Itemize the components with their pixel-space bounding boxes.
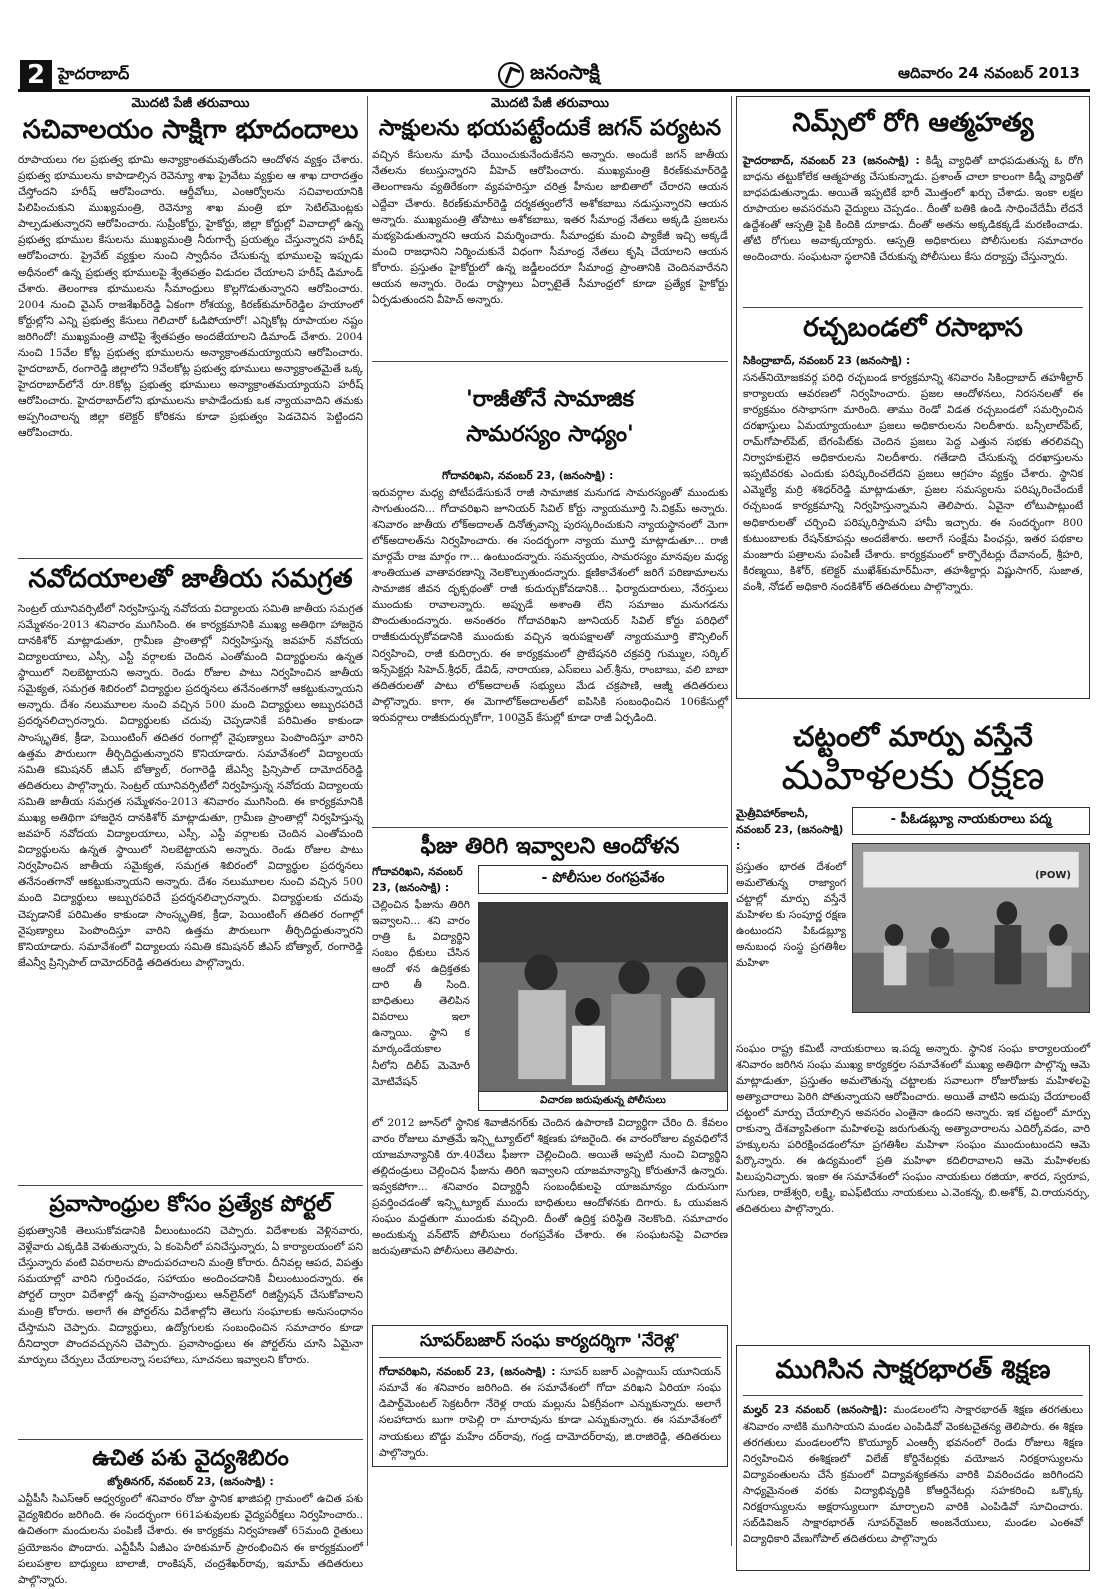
article-subtag: - పోలీసుల రంగప్రవేశం [478, 865, 728, 894]
article-dateline: గోదావరిఖని, నవంబర్ 23, (జనంసాక్షి) : [372, 865, 463, 894]
logo-emblem-icon [498, 62, 524, 88]
article-body: ఇరువర్గాల మధ్య పోటీపడేసుకునే రాజీ సామాజిక మనుగడ సామరస్యంతో ముందుకు సాగుతుందని... గోదావరిఖని జూనియర్ సివిల్ కోర్టు న్యాయమూర్తి సి.విక్రమ్ అన్నారు. శనివారం జాతీయ లోక్‌అదాలత్ దినోత్సవాన్ని పురస్కరించుకుని న్యాయస్థానంలో మెగా లోక్‌అదాలత్‌ను నిర్వహించారు. ఈ సందర్భంగా న్యాయ మూర్తి మాట్లాడుతూ... రాజీ మార్గమే రాజ మార్గం గా... ఉంటుందన్నారు. సమన్వయం, సామరస్యం మానవుల మధ్య శాంతియుత వాతావరణాన్ని నెలకొల్పుతుందన్నారు. క్షణికావేశంలో జరిగే పరిణామాలను సామాజిక జీవన దృక్పథంతో రాజీ కుదుర్చుకోవడానికి... ఫిర్యాదుదారులు, నేరస్తులు ముందుకు రావాలన్నారు. అప్పుడే అశాంతి లేని సమాజం మనుగడను పొందుతుందన్నారు. అనంతరం గోదావరిఖని జూనియర్ సివిల్ కోర్టు పరిధిలో రాజీకుదుర్చుకోవడానికి ముందుకు వచ్చిన ఇరుపక్షాలతో న్యాయమూర్తి కౌన్సిలింగ్ నిర్వహించి, రాజీ కుదిర్చారు. ఈ కార్యక్రమంలో ప్రొబేషనరి చక్రవర్తి గుమ్ముల, సర్కిల్ ఇన్స్‌పెక్టర్లు సిహెచ్.శ్రీధర్, డేవిడ్, నారాయణ, ఎస్ఐలు ఎల్.శ్రీను, రాంబాబు, వలి బాబా తదితరులతో పాటు లోక్‌అదాలత్ సభ్యులు మేడ చక్రపాణి, ఆజ్మీ తదితరులు పాల్గొన్నారు. కాగా, ఈ మెగాలోక్‌అదాలత్‌లో ఐపిసికి సంబంధించిన 106కేసుల్లో ఇరువర్గాలు రాజీకుదుర్చుకోగా, 100వ్రెవ్ కేసుల్లో కూడా రాజీ ఏర్పడింది. [372, 486, 728, 724]
boxed-article [736, 1345, 1090, 1572]
article-headline: రచ్చబండలో రసాభాస [803, 312, 1023, 343]
photo-banner-text: (POW) [1034, 869, 1071, 881]
photo-block [478, 865, 728, 1115]
article-headline: ముగిసిన సాక్షరభారత్ శిక్షణ [775, 1354, 1051, 1385]
column-left [18, 96, 363, 1589]
article-subtag: - పీఓడబ్ల్యూ నాయకురాలు పద్మ [852, 807, 1090, 835]
article-body-with-photo [736, 807, 1090, 1041]
headline-line: చట్టంలో మార్పు వస్తేనే [793, 719, 1033, 753]
photo-caption: విచారణ జరుపుతున్న పోలీసులు [478, 1092, 728, 1111]
police-inquiry-photo [478, 902, 728, 1092]
column-divider [731, 96, 732, 1546]
divider [18, 1185, 363, 1186]
article-dateline: గోదావరిఖని, నవంబర్ 23, (జనంసాక్షి) : [442, 469, 614, 482]
narrow-text-column [736, 807, 846, 1041]
article-body: సనత్‌నియోజకవర్గ పరిధి రచ్చబండ కార్యక్రమాన్ని శనివారం సికింద్రాబాద్ తహశీల్దార్ కార్యాలయ ఆవరణలో నిర్వహించారు. ప్రజల ఆందోళనలు, నిరసనలతో ఈ కార్యక్రమం రసాభాసగా మారింది. తాము రెండో విడత రచ్చబండలో సమర్పించిన దరఖాస్తులు ఏమయ్యాయంటూ ప్రజలు అధికారులను నిలదీశారు. బన్సీలాల్‌పేట్, రామ్‌గోపాల్‌పేట్, బేగంపేట్‌కు చెందిన ప్రజలు పెద్ద ఎత్తున సభకు తరలివచ్చి నిర్వాహకులైన అధికారులను నిలదీశారు. గతేడాది చేసుకున్న దరఖాస్తులను ఇప్పటివరకు ఎందుకు పరిష్కరించలేదని ప్రజలు ఆగ్రహం వ్యక్తం చేశారు. స్థానిక ఎమ్మెల్యే మర్రి శశిధర్‌రెడ్డి మాట్లాడుతూ, ప్రజల సమస్యలను పరిష్కరించేందుకే రచ్చబండ కార్యక్రమాన్ని నిర్వహిస్తున్నామని తెలిపారు. ఏవైనా లోటుపాట్లుంటే అధికారులతో చర్చించి పరిష్కరిస్తామని హామీ ఇచ్చారు. ఈ సందర్భంగా 800 కుటుంబాలకు రేషన్‌కూపన్లు అందజేశారు. అలాగే సంక్షేమ పింఛన్లు, ఇతర పథకాల మంజూరు పత్రాలను పంపిణీ చేశారు. కార్యక్రమంలో కార్పొరేటర్లు దేవానంద్, శ్రీహరి, కిరణ్మయి, కిశోర్, కలెక్టర్ ముఖేశ్‌కుమార్‌మీనా, తహశీల్దార్లు విష్ణుసాగర్, సుజాత, వంశీ, నోడల్ అధికారి నందకిశోర్ తదితరులు పాల్గొన్నారు. [743, 371, 1083, 593]
article-body: చెల్లించిన ఫీజును తిరిగి ఇవ్వాలని... శని వారం రాత్రి ఓ విద్యార్థిని సంబం ధీకులు చేసిన ఆందో ళన ఉద్రిక్తతకు దారి తీ సింది. బాధితులు తెలిపిన వివరాలు ఇలా ఉన్నాయి. స్థాని క మార్కండేయకాల నీలోని దిలీప్ మెమోరీ మోటివేషన్ [372, 898, 470, 1088]
column-middle [372, 96, 728, 1467]
photo-block [852, 807, 1090, 1041]
article-headline [372, 382, 728, 452]
headline-line: సామరస్యం సాధ్యం' [466, 422, 634, 448]
divider [743, 1395, 1083, 1396]
article-headline: నవోదయాలతో జాతీయ సమగ్రత [28, 563, 353, 594]
article-dateline: మైత్రీవిహార్‌కాలనీ, నవంబర్ 23, (జనంసాక్షి) : [736, 807, 844, 852]
narrow-text-column [372, 865, 470, 1115]
article-body: ప్రభుత్వానికి తెలుసుకోవడానికి వీలుంటుందని చెప్పారు. విదేశాలకు వెళ్లినవారు, వెళ్లేవారు ఎక్కడికి వెళుతున్నారు, ఏ కంపెనీలో పనిచేస్తున్నారు, ఏ కార్యాలయంలో పని చేస్తున్నారు వంటి వివరాలను పొందుపరచాలని మంత్రి కోరారు. దీనివల్ల ఆపద, విపత్తు సమయాల్లో వారిని గుర్తించడం, సహాయం అందించడానికి వీలుంటుందన్నారు. ఈ పోర్టల్ ద్వారా విదేశాల్లో ఉన్న ప్రవాసాంధ్రులు ఆన్‌లైన్‌లో రిజిస్ట్రేషన్ చేసుకోవాలని మంత్రి కోరారు. అలాగే ఈ పోర్టల్‌ను విదేశాల్లోని తెలుగు సంఘాలకు అనుసంధానం చేస్తామని చెప్పారు. విద్యార్థులు, ఉద్యోగులకు సంబంధించిన సమాచారం కూడా దీనిద్వారా పొందవచ్చునని చెప్పారు. ప్రవాసాంధ్రులు ఈ పోర్టల్‌ను చూసి ఏమైనా మార్పులు చేర్పులు చేయాలన్నా సలహాలు, సూచనలు ఇవ్వాలని కోరారు. [18, 1225, 363, 1366]
article-headline: నిమ్స్‌లో రోగి ఆత్మహత్య [792, 108, 1034, 138]
article-body-wrapper [743, 153, 1083, 301]
article-body-wrapper [379, 1364, 721, 1460]
article-headline: సాక్షులను భయపట్టేందుకే జగన్ పర్యటన [378, 116, 722, 141]
article-dateline: మల్హర్ 23 నవంబర్ (జనంసాక్షి): [743, 1404, 888, 1417]
boxed-article [736, 96, 1090, 699]
divider [379, 1357, 721, 1358]
column-divider [367, 96, 368, 1546]
newspaper-logo [498, 60, 600, 89]
divider [18, 1439, 363, 1440]
article-body: లో 2012 జూన్‌లో స్థానిక శివాజీనగర్‌కు చెందిన ఉపారాణి విద్యార్థిగా చేరిం ది. కేవలం వారం రోజులు మాత్రమే ఇన్స్టిట్యూట్‌లో శిక్షణకు హాజరైంది. ఈ వారంరోజుల వ్యవధిలోనే యాజమాన్యానికి రూ.40వేలు ఫీజుగా చెల్లించింది. అయితే అప్పటి నుంచి విద్యార్థిని తల్లిదండ్రులు చెల్లించిన ఫీజును తిరిగి ఇవ్వాలని యాజమాన్యాన్ని కోరుతూనే ఉన్నారు. ఇవ్వకపోగా... శనివారం విద్యార్థినీ సంబంధీకులపై యాజమాన్యం దురుసుగా ప్రవర్తించడంతో ఇన్స్టిట్యూట్ ముందు బాధితులు ఆందోళనకు దిగారు. ఓ యువజన సంఘం మద్దతుగా ముందుకు వచ్చింది. దీంతో ఉద్రిక్త పరిస్థితి నెలకొంది. సమాచారం అందుకున్న వన్‌టౌన్ పోలీసులు రంగప్రవేశం చేశారు. ఈ సంఘటనపై విచారణ జరుపుతామని పోలీసులు తెలిపారు. [372, 1116, 728, 1258]
article-headline: సూపర్‌బజార్ సంఘ కార్యదర్శిగా 'నేరెళ్ల' [419, 1330, 681, 1351]
article-body: ఎన్టీపీసీ సిఎస్‌ఆర్ ఆధ్వర్యంలో శనివారం రోజు స్థానిక ఖాజిపల్లి గ్రామంలో ఉచిత పశు వైద్యశిబిరం జరిగింది. ఈ సందర్భంగా 661పశువులకు వైద్యపరీక్షలు నిర్వహించారు.. ఉచితంగా మందులను పంపిణీ చేశారు. ఈ కార్యక్రమ నిర్వహణతో 65మంది రైతులు ప్రయోజనం పొందారు. ఎన్టీపీసీ ఏజీఎం హరికుమార్ ప్రారంభించిన ఈ కార్యక్రమంలో పలుపశ్రాల బాధ్యులు బాలాజీ, రాంకిషన్, చంద్రశేఖర్‌రావు, ఇమామ్ తదితరులు పాల్గొన్నారు. [18, 1493, 363, 1586]
page-number: 2 [20, 60, 52, 90]
article-headline: ఉచిత పశు వైద్యశిబిరం [92, 1446, 289, 1472]
article-dateline: సికింద్రాబాద్, నవంబర్ 23 (జనంసాక్షి) : [743, 354, 911, 367]
article-kicker: మొదటి పేజీ తరువాయి [491, 96, 609, 111]
article-body: ప్రస్తుతం భారత దేశంలో అమలౌతున్న రాజ్యాంగ చట్టాల్లో మార్పు వస్తేనే మహిళల కు సంపూర్ణ రక్షణ ఉంటుందని పిఓడబ్ల్యూ అనుబంధ సంస్థ ప్రగతిశీల మహిళా [736, 860, 846, 970]
city-label: హైదరాబాద్ [58, 64, 130, 83]
article-dateline: జ్యోతినగర్, నవంబర్ 23, (జనంసాక్షి) : [107, 1476, 274, 1489]
headline-line: మహిళలకు రక్షణ [781, 752, 1045, 799]
divider [743, 307, 1083, 308]
article-body: రూపాయలు గల ప్రభుత్వ భూమి అన్యాక్రాంతమవుతోందని ఆందోళన వ్యక్తం చేశారు. ప్రభుత్వ భూములను కాపాడాల్సిన రెవెన్యూ శాఖ ప్రైవేటు వ్యక్తుల ఆ శాఖ దారాదత్తం చేస్తోందని హరీష్ ఆరోపించారు. ఆర్డీవోలు, ఎంఆర్వోలను సచివాలయానికి పిలిపించుకుని ముఖ్యమంత్రి, రెవెన్యూ శాఖ మంత్రి భూ సెటిల్‌మెంట్లకు పాల్పడుతున్నారని ఆరోపించారు. సుప్రీంకోర్టు, హైకోర్టు, జిల్లా కోర్టుల్లో వివాదాల్లో ఉన్న ప్రభుత్వ భూముల కేసులను ముఖ్యమంత్రి నీరుగార్చే ప్రయత్నం చేస్తున్నారని హరీష్ ఆరోపించారు. ప్రైవేట్ వ్యక్తుల నుంచి స్వాధీనం చేసుకున్న భూములపై ఇప్పుడు అధీనంలో ఉన్న ప్రభుత్వ భూములపై శ్వేతపత్రం విడుదల చేయాలని హరీష్ డిమాండ్ చేశారు. తెలంగాణ భూములను సీమాంధ్రులు కొల్లగొడుతున్నారని ఆరోపించారు. 2004 నుంచి వైఎస్ రాజశేఖర్‌రెడ్డి ఏకంగా రోశయ్య, కిరణ్‌కుమార్‌రెడ్డిల హయాంలో కోర్టుల్లోని ఎన్ని ప్రభుత్వ కేసులు గెలిచారో ఓడిపోయారో! ఎన్నికోట్ల రూపాయల నష్టం జరిగిందో! ముఖ్యమంత్రి వాటిపై శ్వేతపత్రం అందజేయాలని డిమాండ్ చేశారు. 2004 నుంచి 15వేల కోట్ల ప్రభుత్వ భూములను అన్యాక్రాంతమయ్యాయని ఆరోపించారు. హైదరాబాద్, రంగారెడ్డి జిల్లాలోని 9వేలకోట్ల ప్రభుత్వ భూములు అన్యాక్రాంతమైతే ఒక్క హైదరాబాద్‌లోనే రూ.8కోట్ల ప్రభుత్వ భూములు అన్యాక్రాంతమయ్యాయని హరీష్ ఆరోపించారు. హైదరాబాద్‌లోని భూములను కాపాడేందుకు ఒక న్యాయవాదిని తమకు అప్పగించాలన్న జిల్లా కలెక్టర్ కోరికను కూడా ప్రభుత్వం పెడచెవిన పెట్టిందని ఆరోపించారు. [18, 153, 363, 440]
divider [372, 361, 728, 362]
issue-date: ఆదివారం 24 నవంబర్ 2013 [897, 64, 1080, 82]
headline-line: 'రాజీతోనే సామాజిక [466, 387, 634, 413]
article-body: వచ్చిన కేసులను మాఫీ చేయించుకునేందుకేనని అన్నారు. అందుకే జగన్ జాతీయ నేతలను కలుస్తున్నారని వీహెచ్ ఆరోపించారు. ముఖ్యమంత్రి కిరణ్‌కుమార్‌రెడ్డి తెలంగాణను వ్యతిరేకంగా వ్యవహరిస్తూ చరిత్ర హీనుల జాబితాలో చేరారని ఆయన ఎద్దేవా చేశారు. కిరణ్‌కుమార్‌రెడ్డి దర్శకత్వంలోనే అశోకబాబు నడుస్తున్నారని ఆయన అన్నారు. ముఖ్యమంత్రి తోపాటు అశోకబాబు, ఇతర సీమాంధ్ర నేతలు అక్కడి ప్రజలను మభ్యపెడుతున్నారని ఆయన విమర్శించారు. సీమాంధ్రకు మంచి ప్యాకేజీ ఇచ్చి అక్కడే మంచి రాజధానిని నిర్మించుకునే విధంగా సీమాంధ్ర నేతలు కృషి చేయాలని ఆయన కోరారు. ప్రస్తుతం హైకోర్టులో ఉన్న జడ్జీలందరూ సీమాంధ్ర ప్రాంతానికి చెందినవారేనని ఆయన అన్నారు. రెండు రాష్ట్రాలు ఏర్పాటైతే సీమాంధ్రలో కూడా ప్రత్యేక హైకోర్టు ఏర్పడుతుందని వీహెచ్ అన్నారు. [372, 149, 728, 307]
logo-text: జనంసాక్షి [530, 60, 600, 84]
article-body-wrapper [743, 1402, 1083, 1564]
article-headline: సచివాలయం సాక్షిగా భూదందాలు [22, 115, 359, 145]
article-headline [736, 721, 1090, 799]
article-body-with-photo [372, 865, 728, 1115]
divider [372, 827, 728, 828]
article-headline: ఫీజు తిరిగి ఇవ్వాలని ఆందోళన [420, 833, 680, 859]
masthead [18, 60, 1090, 92]
divider [18, 558, 363, 559]
article-headline: ప్రవాసాంధ్రుల కోసం ప్రత్యేక పోర్టల్ [49, 1191, 332, 1217]
article-kicker: మొదటి పేజీ తరువాయి [131, 96, 250, 111]
article-dateline: హైదరాబాద్, నవంబర్ 23 (జనంసాక్షి) : [743, 154, 920, 167]
article-body: సంఘం రాష్ట్ర కమిటీ నాయకురాలు ఇ.పద్మ అన్నారు. స్థానిక సంఘ కార్యాలయంలో శనివారం జరిగిన సంఘ ముఖ్య కార్యకర్తల సమావేశంలో ముఖ్య అతిథిగా పాల్గొన్న ఆమె మాట్లాడుతూ, ప్రస్తుతం అమలౌతున్న చట్టాలకు సవాలుగా రోజురోజుకు మహిళలపై అత్యాచారాలు పెరిగి పోతున్నాయని ఆరోపించారు. అయితే వాటిని అదుపు చేయాలంటే చట్టంలో మార్పు చేయాల్సిన అవసరం ఎంతైనా ఉందని అన్నారు. ఇక చట్టంలో మార్పు రాకున్నా దేశవ్యాపితంగా మహిళలపై జరుగుతున్న అత్యాచారాలను ఎదిర్కోవడం, వారి హక్కులను పరిరక్షించడంలోనూ ప్రగతిశీల మహిళా సంఘం ముందుంటుందని ఆమె పేర్కొన్నారు. ఈ ఉద్యమంలో ప్రతి మహిళా కదిలిరావాలని ఆమె మహిళలకు పిలుపునిచ్చారు. ఇంకా ఈ సమావేశంలో సంఘం నాయకులు రజియా, శారద, స్వరూప, సుగుణ, రాజేశ్వరి, లక్ష్మి, ఐఎఫ్‌టియు నాయకులు ఎ.వెంకన్న, బి.అశోక్, వి.రాయనర్సు, తదితరులు పాల్గొన్నారు. [736, 1042, 1090, 1216]
article-dateline: గోదావరిఖని, నవంబర్ 23, (జనంసాక్షి) : [379, 1366, 556, 1379]
photo-illustration [479, 903, 727, 1091]
boxed-article [372, 1325, 728, 1468]
column-right [736, 96, 1090, 1571]
article-body: మండలంలోని సాక్షారభారత్ శిక్షణ తరగతులు శనివారం నాటికి ముగిసాయని మండల ఎంపిడివో వెంకటచైతన్య తెలిపారు. ఈ శిక్షణ తరగతులు మండలంలోని కొయ్యూర్ ఎంఆర్సీ భవనంలో రెండు రోజులు శిక్షణ నిర్వహించిన ఈశిక్షణలో విలేజ్ కోర్డినేటర్లకు వయోజన నిరక్షరాస్యులను విద్యావంతులను చేసే క్రమంలో విద్యావశ్యకతను వారికి వివరించడం జరిగిందని సాధ్యమైనంత వరకు విద్యాభివృద్ధికి కోఆర్డినేటర్లు సహకరించి ఒక్కొక్క నిరక్షరాస్యులను అక్షరాస్యులుగా మార్చాలని వారికి ఎంపిడివో సూచించారు. సబ్‌డివిజన్ సాక్షారభారత్ సూపర్‌వైజర్ అంజనేయులు, మండల ఎంఈవో విద్యాధికారి వేణుగోపాల్ తదితరులు పాల్గొన్నారు [743, 1404, 1083, 1546]
article-body: కిడ్నీ వ్యాధితో బాధపడుతున్న ఓ రోగి బాధను తట్టుకోలేక ఆత్మహత్య చేసుకున్నాడు. ప్రశాంత్ చాలా కాలంగా కిడ్నీ వ్యాధితో బాధపడుతున్నాడు. అయితే ఇప్పటికే భారీ మొత్తంలో ఖర్చు చేశాడు. ఇంకా లక్షల రూపాయల అవసరమని వైద్యులు చెప్పడం.. దీంతో బతికి ఉండి సాధించేదేమీ లేదనే ఉద్దేశంతో ఆస్పత్రి పైకి కిందికి దూకాడు. దీంతో అతను అక్కడికక్కడే మరణించాడు. తోటి రోగులు అవాక్కయ్యారు. ఆస్పత్రి అధికారులు పోలీసులకు సమాచారం అందించారు. సంఘటనా స్థలానికి చేరుకున్న పోలీసులు కేసు దర్యాప్తు చేస్తున్నారు. [743, 154, 1083, 264]
article-body: సెంట్రల్ యూనివర్సిటీలో నిర్వహిస్తున్న నవోదయ విద్యాలయ సమితి జాతీయ సమగ్రత సమ్మేళనం-2013 శనివారం ముగిసింది. ఈ కార్యక్రమానికి ముఖ్య అతిథిగా హాజరైన దానకిశోర్ మాట్లాడుతూ, గ్రామీణ ప్రాంతాల్లో నిర్వహిస్తున్న జవహర్ నవోదయ విద్యాలయాలు, ఎస్సీ, ఎస్టీ వర్గాలకు చెందిన ఎంతోమంది విద్యార్థులను ఉన్నత స్థాయిలో నిలబెట్టాయని అన్నారు. రెండు రోజుల పాటు నిర్వహించిన జాతీయ సమైక్యత, సమగ్రత శిబిరంలో విద్యార్థుల ప్రదర్శనలు తనేనంతగానో ఆకట్టుకున్నాయని అన్నారు. దేశం నలుమూలల నుంచి వచ్చిన 500 మంది విద్యార్థులు అబ్బురపరిచే ప్రదర్శనలిచ్చారన్నారు. విద్యార్థులకు చదువు చెప్పడానికే పరిమితం కాకుండా సాంస్కృతిక, క్రీడా, పెయింటింగ్ తదితర రంగాల్లో నైపుణ్యాలు పెంపొందిస్తూ వారిని ఉత్తమ పౌరులుగా తీర్చిదిద్దుతున్నారని కొనియాడారు. సమావేశంలో విద్యాలయ సమితి కమిషనర్ జీఎస్ బోత్యాల్, రంగారెడ్డి జేఎన్వీ ప్రిన్సిపాల్ దామోదర్‌రెడ్డి తదితరులు పాల్గొన్నారు. సెంట్రల్ యూనివర్సిటీలో నిర్వహిస్తున్న నవోదయ విద్యాలయ సమితి జాతీయ సమగ్రత సమ్మేళనం-2013 శనివారం ముగిసింది. ఈ కార్యక్రమానికి ముఖ్య అతిథిగా హాజరైన దానకిశోర్ మాట్లాడుతూ, గ్రామీణ ప్రాంతాల్లో నిర్వహిస్తున్న జవహర్ నవోదయ విద్యాలయాలు, ఎస్సీ, ఎస్టీ వర్గాలకు చెందిన ఎంతోమంది విద్యార్థులను ఉన్నత స్థాయిలో నిలబెట్టాయని అన్నారు. రెండు రోజుల పాటు నిర్వహించిన జాతీయ సమైక్యత, సమగ్రత శిబిరంలో విద్యార్థుల ప్రదర్శనలు తనేనంతగానో ఆకట్టుకున్నాయని అన్నారు. దేశం నలుమూలల నుంచి వచ్చిన 500 మంది విద్యార్థులు అబ్బురపరిచే ప్రదర్శనలిచ్చారన్నారు. విద్యార్థులకు చదువు చెప్పడానికే పరిమితం కాకుండా సాంస్కృతిక, క్రీడా, పెయింటింగ్ తదితర రంగాల్లో నైపుణ్యాలు పెంపొందిస్తూ వారిని ఉత్తమ పౌరులుగా తీర్చిదిద్దుతున్నారని కొనియాడారు. సమావేశంలో విద్యాలయ సమితి కమిషనర్ జీఎస్ బోత్యాల్, రంగారెడ్డి జేఎన్వీ ప్రిన్సిపాల్ దామోదర్‌రెడ్డి తదితరులు పాల్గొన్నారు. [18, 602, 363, 969]
pow-meeting-photo [852, 843, 1090, 1013]
article-body: సూపర్ బజార్ ఎంప్లాయిస్ యూనియన్ సమావే శం శనివారం జరిగింది. ఈ సమావేశంలో గోదా వరిఖని ఏరియా సంఘ డిపార్ట్‌మెంటల్ సెక్రటరీగా నేరెళ్ల రాయ మల్లును ఏకగ్రీవంగా ఎన్నుకున్నారు. అలాగే సలహాదారు బుగా రాపెల్లి రా మారావును కూడా ఎన్నుకున్నారు. ఈ సమావేశంలో నాయకులు బొడ్డు మహేం దర్‌రావు, గండ్ర దామోదర్‌రావు, జి.రాజిరెడ్డి, తదితరులు పాల్గొన్నారు. [379, 1366, 721, 1459]
